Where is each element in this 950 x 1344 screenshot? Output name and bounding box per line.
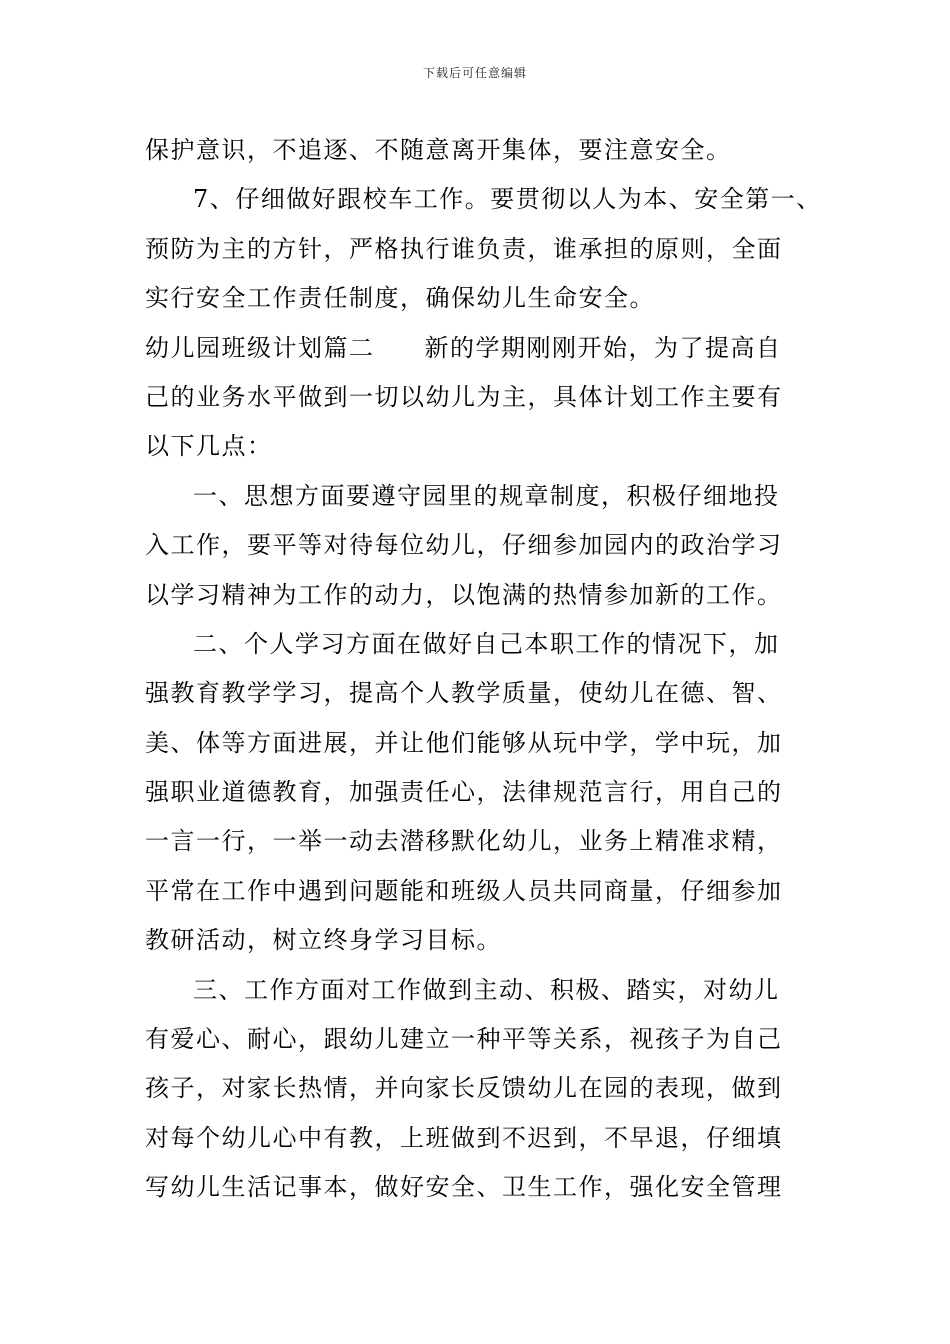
text-line: 预防为主的方针，严格执行谁负责，谁承担的原则，全面 (145, 234, 783, 263)
text-line: 二、个人学习方面在做好自己本职工作的情况下，加 (193, 629, 780, 658)
text-line: 入工作，要平等对待每位幼儿，仔细参加园内的政治学习 (145, 531, 783, 560)
text-line: 一、思想方面要遵守园里的规章制度，积极仔细地投 (193, 481, 780, 510)
text-line: 己的业务水平做到一切以幼儿为主，具体计划工作主要有 (145, 382, 783, 411)
text-line: 7、仔细做好跟校车工作。要贯彻以人为本、安全第一、 (193, 185, 822, 214)
page-header-note: 下载后可任意编辑 (422, 66, 527, 80)
text-line: 教研活动，树立终身学习目标。 (145, 926, 502, 955)
text-line: 写幼儿生活记事本，做好安全、卫生工作，强化安全管理 (145, 1173, 783, 1202)
text-line: 实行安全工作责任制度，确保幼儿生命安全。 (145, 284, 655, 313)
section-heading: 幼儿园班级计划篇二 (145, 333, 375, 362)
section-intro: 新的学期刚刚开始，为了提高自 (424, 333, 782, 362)
text-line: 强教育教学学习，提高个人教学质量，使幼儿在德、智、 (145, 679, 783, 708)
document-body (145, 126, 845, 1213)
text-line: 有爱心、耐心，跟幼儿建立一种平等关系，视孩子为自己 (145, 1025, 783, 1054)
text-line: 以学习精神为工作的动力，以饱满的热情参加新的工作。 (145, 580, 783, 609)
text-line: 一言一行，一举一动去潜移默化幼儿，业务上精准求精， (145, 827, 783, 856)
text-line: 平常在工作中遇到问题能和班级人员共同商量，仔细参加 (145, 876, 783, 905)
text-line: 强职业道德教育，加强责任心，法律规范言行，用自己的 (145, 778, 783, 807)
text-line: 三、工作方面对工作做到主动、积极、踏实，对幼儿 (193, 975, 780, 1004)
text-line: 美、体等方面进展，并让他们能够从玩中学，学中玩，加 (145, 728, 783, 757)
text-line: 对每个幼儿心中有教，上班做到不迟到，不早退，仔细填 (145, 1123, 783, 1152)
text-line: 以下几点： (145, 432, 273, 461)
section-heading-line (145, 324, 845, 373)
text-line: 保护意识，不追逐、不随意离开集体，要注意安全。 (145, 136, 732, 164)
text-line: 孩子，对家长热情，并向家长反馈幼儿在园的表现，做到 (145, 1074, 783, 1103)
